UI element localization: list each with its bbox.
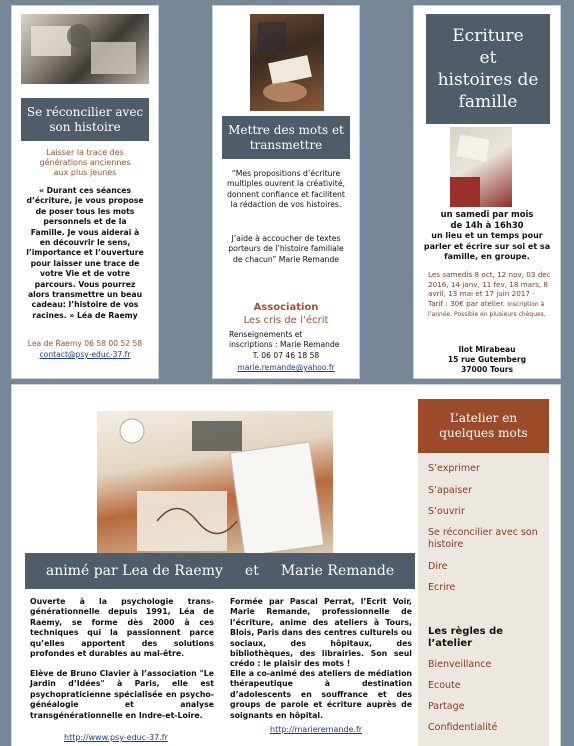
- bottom-heading-band: [25, 553, 415, 589]
- sidebar-item-reconcile: Se réconcilier avec son histoire: [428, 527, 538, 550]
- workshop-photo: [450, 127, 512, 207]
- card3-title-line4: famille: [458, 92, 518, 112]
- card2-body1: “Mes propositions d’écriture multiples ouvrent la créativité, donnent confiance et facilitent la rédaction de vos histoires.: [227, 169, 345, 210]
- card3-place2: 15 rue Gutemberg: [447, 355, 527, 364]
- rule-kindness: Bienveillance: [428, 659, 492, 670]
- rules-title: Les règles de l’atelier: [428, 626, 504, 649]
- card1-email-link[interactable]: contact@psy-educ-37.fr: [39, 350, 131, 359]
- card3-place3: 37000 Tours: [460, 365, 514, 374]
- flyer-card-reconcile: [12, 6, 158, 378]
- card3-title-line2: et: [479, 48, 497, 68]
- card3-lead1: un samedi par mois: [440, 209, 534, 219]
- rule-confidentiality: Confidentialité: [428, 722, 498, 733]
- writing-photo: [250, 14, 324, 111]
- left-paragraph2: Elève de Bruno Clavier à l’association "Le Jardin d’Idées" à Paris, elle est psychopraticienne spécialisée en psycho-généalogie et analyse transgénérationnelle en Indre-et-Loire.: [30, 669, 214, 720]
- rule-listening: Ecoute: [428, 680, 461, 691]
- flyer-card-transmit: [213, 6, 359, 378]
- card2-info: Renseignements et inscriptions : Marie Remande: [229, 330, 340, 349]
- card3-title-line1: Ecriture: [452, 26, 524, 46]
- left-website-link[interactable]: http://www.psy-educ-37.fr: [64, 733, 168, 742]
- sidebar-item-calm: S’apaiser: [428, 485, 473, 496]
- card1-title: Se réconcilier avec son histoire: [26, 104, 144, 134]
- sidebar-title: L’atelier en quelques mots: [439, 411, 528, 440]
- heading-et: et: [244, 563, 259, 579]
- card3-title-line3: histoires de: [437, 70, 539, 90]
- card1-subtitle: Laisser la trace des générations anciennes aux plus jeunes: [39, 148, 131, 177]
- photo-illustration: [250, 14, 324, 111]
- flyer-card-writing: [414, 6, 560, 378]
- sidebar-item-say: Dire: [428, 561, 448, 572]
- card2-title-band: [222, 116, 350, 159]
- card2-phone: T. 06 07 46 18 58: [252, 351, 320, 360]
- card3-dates-block: [428, 270, 552, 320]
- card3-lead3: un lieu et un temps pour parler et écrire sur soi et sa famille, en groupe.: [423, 231, 551, 262]
- card1-title-band: [21, 98, 149, 141]
- photo-illustration: [21, 14, 149, 84]
- card2-body2: J’aide à accoucher de textes porteurs de l’histoire familiale de chacun” Marie Remande: [228, 234, 344, 264]
- card3-note: Inscription à l’année. Possible en plusieurs chèques.: [428, 300, 546, 319]
- right-paragraph1: Formée par Pascal Perrat, l’Ecrit Voir, Marie Remande, professionnelle de l’écriture, anime des ateliers à Tours, Blois, Paris dans des centres culturels ou sociaux, des hôpitaux, des bibliothèques, des librairies. Son seul crédo : le plaisir des mots !: [230, 597, 412, 669]
- heading-name1: animé par Lea de Raemy: [45, 563, 223, 579]
- card2-title: Mettre des mots et transmettre: [228, 122, 344, 152]
- right-paragraph2: Elle a co-animé des ateliers de médiation thérapeutique à destination d’adolescents en souffrance et des groups de parole et écriture auprès de soignants en hôpital.: [230, 669, 412, 720]
- card2-email-link[interactable]: marie.remande@yahoo.fr: [237, 363, 335, 372]
- card3-lead2: de 14h à 16h30: [450, 220, 524, 230]
- card2-assoc-line1: Association: [253, 302, 319, 313]
- card3-place1: Ilot Mirabeau: [458, 345, 516, 354]
- sidebar-item-express: S’exprimer: [428, 463, 480, 474]
- right-website-link[interactable]: http://marieremande.fr: [270, 725, 363, 734]
- card3-title-band: [426, 14, 550, 124]
- family-photo: [21, 14, 149, 84]
- sidebar-item-open: S’ouvrir: [428, 506, 465, 517]
- card3-dates: Les samedis 8 oct, 12 nov, 03 dec 2016, 14 janv, 11 fev, 18 mars, 8 avril, 13 mai et 17 juin 2017 - Tarif : 30€ par atelier.: [428, 270, 551, 308]
- left-paragraph1: Ouverte à la psychologie trans-générationnelle depuis 1991, Léa de Raemy, se forme dès 2000 à ces techniques qui la passionnent parce qu’elles apportent des solutions profondes et durables au mal-être.: [30, 597, 214, 659]
- card2-assoc-line2: Les cris de l’écrit: [243, 315, 329, 326]
- rule-sharing: Partage: [428, 701, 465, 712]
- sidebar-title-band: [418, 399, 549, 453]
- card1-body: « Durant ces séances d’écriture, je vous propose de poser tous les mots personnels et de la Famille. Je vous aiderai à en découvrir le sens, l’importance et l’ouverture pour laisser une trace de votre Vie et de votre parcours. Vous pourrez alors transmettre un beau cadeau: l’histoire de vos racines. » Léa de Raemy: [26, 186, 144, 320]
- sidebar-item-write: Ecrire: [428, 582, 456, 593]
- photo-illustration: [450, 127, 512, 207]
- table-writing-photo: [97, 411, 333, 553]
- photo-illustration: [97, 411, 333, 553]
- card1-contact: Lea de Raemy 06 58 00 52 58: [27, 339, 143, 348]
- heading-name2: Marie Remande: [280, 563, 395, 579]
